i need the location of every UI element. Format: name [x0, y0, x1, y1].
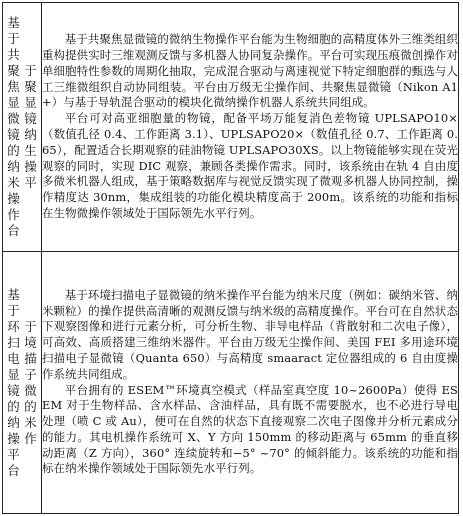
platform-name-cell — [3, 3, 42, 252]
platform-description-cell — [42, 3, 459, 252]
description-paragraph: 基于环境扫描电子显微镜的纳米操作平台能为纳米尺度（例如：碳纳米管、纳米颗粒）的操作提供高清晰的观测反馈与纳米级的高精度操作。平台可在自然状态下观察图像和进行元素分析，可分析生物、非导电样品（背散射和二次电子像），可高效、高质搭建三维纳米器件。平台由万级无尘操作间、美国 FEI 多用途环境扫描电子显微镜（Quanta 650）与高精度 smaaract 定位器组成的 6 自由度操作系统共同组成。 — [42, 287, 458, 381]
description-paragraph: 基于共聚焦显微镜的微纳生物操作平台能为生物细胞的高精度体外三维类组织重构提供实时三维观测反馈与多机器人协同复杂操作。平台可实现压痕微创操作对单细胞特性参数的周期化抽取，完成混合驱动与离速视觉下特定细胞群的甄选与人工三维微组织自动协同组装。平台由万级无尘操作间、共聚焦显微镜（Nikon A1+）与基于导轨混合驱动的模块化微纳操作机器人系统共同组成。 — [42, 32, 458, 110]
platform-name-col-1: 基于共聚焦显微镜的纳米操作台 — [7, 15, 20, 238]
platform-description-cell — [42, 252, 459, 514]
platform-name-col-2: 于境描子微的米作 — [24, 318, 37, 446]
platform-name-col-1: 基于环扫电显镜的纳操平台 — [7, 286, 20, 478]
platform-table — [2, 2, 459, 514]
platform-name-cell — [3, 252, 42, 514]
table-row — [3, 252, 459, 514]
description-paragraph: 平台拥有的 ESEM™环境真空模式（样品室真空度 10~2600Pa）使得 ESEM 对于生物样品、含水样品、含油样品，具有既不需要脱水，也不必进行导电处理（喷 C 或 Au），便可在自然的状态下直接观察二次电子图像并分析元素成分的能力。其电机操作系统可 X、Y 方向 150mm 的移动距离与 65mm 的垂直移动距离（Z 方向），360° 连续旋转和−5° ~70° 的倾斜能力。该系统的功能和指标在纳米操作领域处于国际领先水平行列。 — [42, 382, 458, 476]
table-row — [3, 3, 459, 252]
platform-name-col-2: 于聚显镜纳生操平 — [24, 63, 37, 190]
description-paragraph: 平台可对高亚细胞量的物镜，配备平场万能复消色差物镜 UPLSAPO10×（数值孔径 0.4、工作距离 3.1）、UPLSAPO20×（数值孔径 0.7、工作距离 0.65），配置适合长期观察的硅油物镜 UPLSAPO30XS。以上物镜能够实现在荧光观察的同时，实现 DIC 观察，兼顾各类操作需求。同时，该系统由在轨 4 自由度多微米机器人组成，基于策略数据库与视觉反馈实现了微观多机器人协同控制，操作精度达 30nm，集成组装的功能化模块精度高于 200m。该系统的功能和指标在生物微操作领域处于国际领先水平行列。 — [42, 111, 458, 220]
